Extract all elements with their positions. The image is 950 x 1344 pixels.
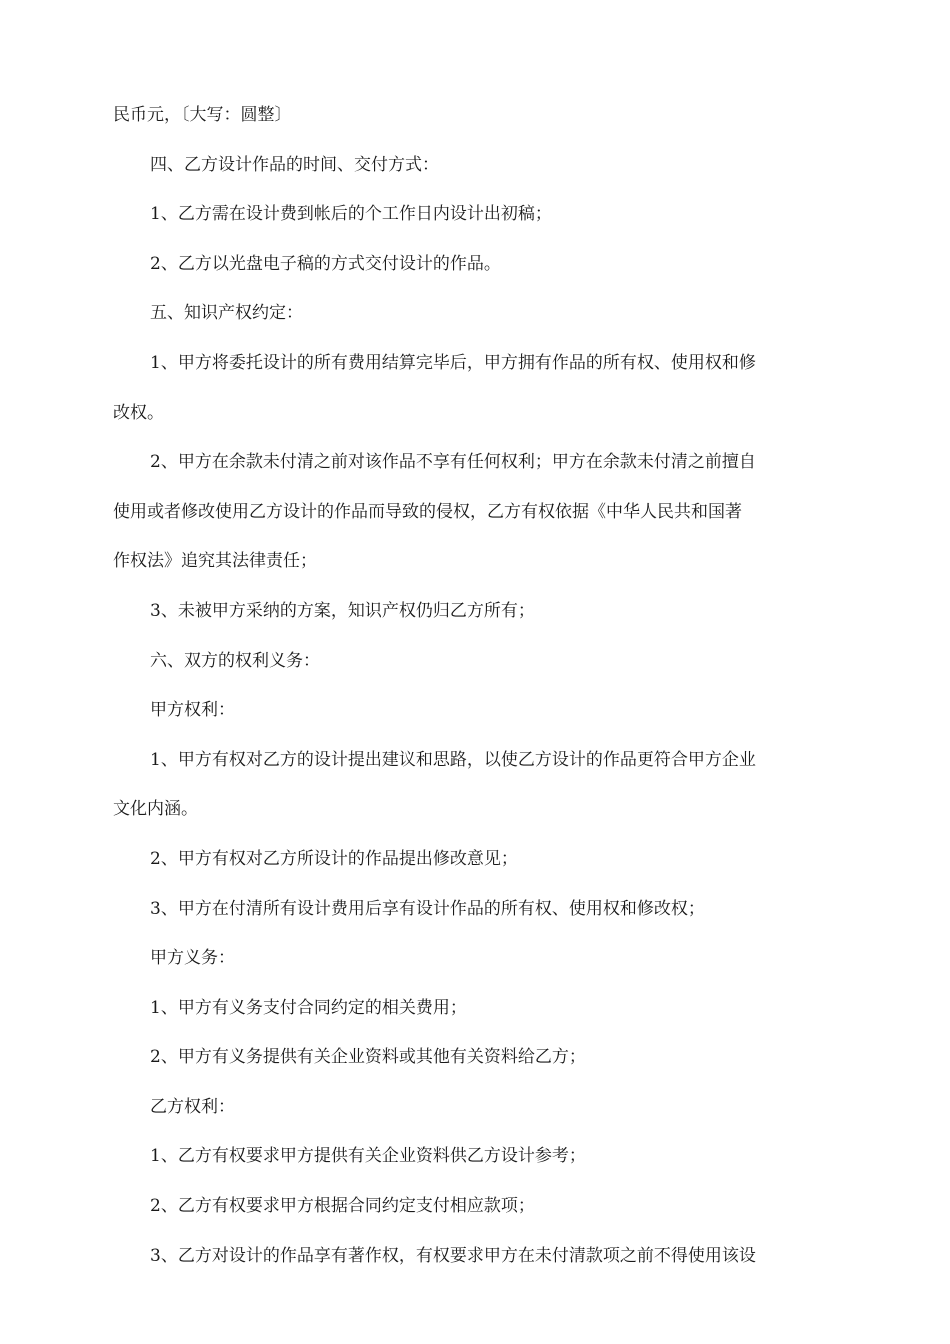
text-line: 2、甲方在余款未付清之前对该作品不享有任何权利；甲方在余款未付清之前擅自: [150, 452, 756, 473]
text-line: 六、双方的权利义务：: [150, 650, 320, 671]
text-line: 2、甲方有权对乙方所设计的作品提出修改意见；: [150, 848, 518, 869]
text-line: 1、甲方有义务支付合同约定的相关费用；: [150, 997, 467, 1018]
text-line: 1、甲方有权对乙方的设计提出建议和思路，以使乙方设计的作品更符合甲方企业: [150, 749, 756, 770]
text-line: 1、甲方将委托设计的所有费用结算完毕后，甲方拥有作品的所有权、使用权和修: [150, 352, 756, 373]
text-line: 2、甲方有义务提供有关企业资料或其他有关资料给乙方；: [150, 1047, 586, 1068]
text-line: 3、未被甲方采纳的方案，知识产权仍归乙方所有；: [150, 600, 535, 621]
text-line: 民币元，〔大写：圆整〕: [113, 105, 292, 125]
text-line: 1、乙方需在设计费到帐后的个工作日内设计出初稿；: [150, 204, 552, 225]
text-line: 甲方权利：: [150, 700, 235, 721]
text-line: 甲方义务：: [150, 948, 235, 969]
text-line: 乙方权利：: [150, 1096, 235, 1117]
text-line: 3、甲方在付清所有设计费用后享有设计作品的所有权、使用权和修改权；: [150, 898, 705, 919]
text-line: 文化内涵。: [113, 799, 198, 820]
text-line: 五、知识产权约定：: [150, 303, 303, 324]
text-line: 1、乙方有权要求甲方提供有关企业资料供乙方设计参考；: [150, 1146, 586, 1167]
text-line: 3、乙方对设计的作品享有著作权，有权要求甲方在未付清款项之前不得使用该设: [150, 1245, 756, 1266]
text-line: 四、乙方设计作品的时间、交付方式：: [150, 154, 439, 175]
text-line: 2、乙方以光盘电子稿的方式交付设计的作品。: [150, 253, 501, 274]
text-line: 2、乙方有权要求甲方根据合同约定支付相应款项；: [150, 1196, 535, 1217]
text-line: 作权法》追究其法律责任；: [113, 551, 317, 572]
text-line: 使用或者修改使用乙方设计的作品而导致的侵权，乙方有权依据《中华人民共和国著: [113, 501, 742, 522]
text-line: 改权。: [113, 402, 164, 423]
document-body: [113, 96, 837, 1286]
